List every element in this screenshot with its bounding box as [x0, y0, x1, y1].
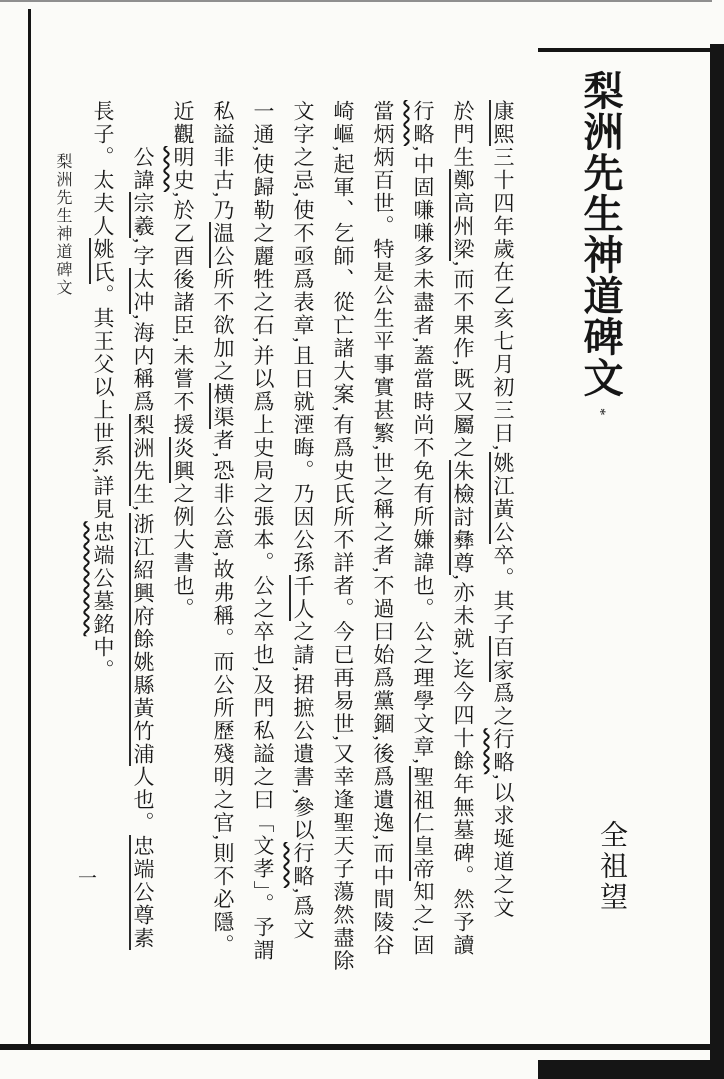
- page-number: 一: [75, 868, 96, 887]
- text-run: 崎嶇,起軍、乞師、從亡諸大案,有爲史氏所不詳者。今已再易世,又幸逢聖天子蕩然盡除: [331, 100, 355, 973]
- text-run: 卒。其子: [491, 544, 515, 637]
- document-title: [572, 70, 629, 450]
- proper-name-marked-text: 温公: [211, 222, 235, 269]
- author-name: 全祖望: [596, 820, 627, 913]
- text-run: ,爲文: [291, 888, 315, 942]
- text-run: 公諱: [131, 146, 155, 192]
- text-column: [168, 100, 198, 1060]
- book-title-marked-text: 行略: [291, 842, 315, 888]
- text-run: ,於乙酉後諸臣,未嘗不援: [171, 192, 195, 437]
- proper-name-marked-text: 忠端公尊素: [131, 834, 155, 950]
- proper-name-marked-text: 太冲: [131, 268, 155, 315]
- text-column: [408, 100, 438, 1060]
- text-column: [208, 100, 238, 1060]
- text-column: [248, 100, 278, 1060]
- text-run: 之例大書也。: [171, 482, 195, 621]
- proper-name-marked-text: 梨洲先生: [131, 413, 155, 506]
- text-run: ,亦未就,迄今四十餘年無墓碑。然予讀: [451, 574, 475, 957]
- text-run: 近觀: [171, 100, 195, 146]
- scan-edge-right: [710, 44, 724, 1079]
- text-run: ,海内稱爲: [131, 314, 155, 414]
- text-run: 一通,使歸勒之麗牲之石,并以爲上史局之張本。公之卒也,及門私謚之曰「文孝」。予謂: [251, 100, 275, 963]
- text-column: [368, 100, 398, 1060]
- scan-edge-bottom-right: [538, 1060, 724, 1079]
- scan-edge-left: [28, 9, 31, 1050]
- proper-name-marked-text: 宗羲: [131, 192, 155, 238]
- text-column: [288, 100, 318, 1060]
- text-run: 之請,捃摭公遺書,參以: [291, 620, 315, 842]
- proper-name-marked-text: 浙江紹興府餘姚縣黃竹浦: [131, 512, 155, 766]
- text-run: ,以求埏道之文: [491, 774, 515, 920]
- proper-name-marked-text: 百家: [491, 636, 515, 683]
- text-column: [488, 100, 518, 1060]
- running-title: 梨洲先生神道碑文: [54, 153, 71, 297]
- document-title-text: 梨洲先生神道碑文: [578, 70, 623, 398]
- proper-name-marked-text: 横渠: [211, 383, 235, 430]
- scan-edge-top: [0, 0, 712, 2]
- text-run: 。其王父以上世系,詳見: [91, 284, 115, 522]
- text-run: ,: [131, 505, 155, 513]
- text-run: 三十四年歲在乙亥七月初三日,: [491, 146, 515, 453]
- proper-name-marked-text: 炎興: [171, 436, 195, 483]
- scan-edge-right-top: [538, 48, 724, 52]
- footnote-asterisk: *: [592, 408, 608, 417]
- book-title-marked-text: 行略: [411, 100, 435, 146]
- book-title-marked-text: 忠端公墓銘: [91, 521, 115, 637]
- book-title-marked-text: 明史: [171, 146, 195, 192]
- text-run: ,字: [131, 238, 155, 269]
- proper-name-marked-text: 姚江黃公: [491, 452, 515, 545]
- proper-name-marked-text: 康熙: [491, 100, 515, 146]
- proper-name-marked-text: 千人: [291, 574, 315, 621]
- text-run: ,中固嗛嗛多未盡者,蓋當時尚不免有所嫌諱也。公之理學文章,: [411, 146, 435, 766]
- book-title-marked-text: 行略: [491, 728, 515, 775]
- text-column: [128, 100, 158, 1079]
- text-run: 長子。太夫人: [91, 100, 115, 238]
- proper-name-marked-text: 聖祖仁皇帝: [411, 765, 435, 881]
- text-run: ,而不果作,既又屬之: [451, 261, 475, 460]
- text-run: 爲之: [491, 682, 515, 729]
- proper-name-marked-text: 鄭高州梁: [451, 169, 475, 261]
- text-run: 者,恐非公意,故弗稱。而公所歷殘明之官,則不必隱。: [211, 429, 235, 957]
- proper-name-marked-text: 朱檢討彝尊: [451, 459, 475, 575]
- text-column: [448, 100, 478, 1060]
- text-run: 文字之忌,使不亟爲表章,且日就湮晦。乃因公孫: [291, 100, 315, 575]
- text-run: 當炳炳百世。特是公生平事實甚繁,世之稱之者,不過曰始爲黨錮,後爲遺逸,而中間陵谷: [371, 100, 395, 957]
- text-run: 私謚非古,乃: [211, 100, 235, 223]
- text-run: 所不欲加之: [211, 268, 235, 384]
- text-column: [328, 100, 358, 1060]
- text-run: 知之,固: [411, 880, 435, 957]
- text-run: 人也。: [131, 765, 155, 835]
- text-run: 於門生: [451, 100, 475, 169]
- text-column: [88, 100, 118, 1060]
- text-run: 中。: [91, 636, 115, 683]
- proper-name-marked-text: 姚氏: [91, 238, 115, 284]
